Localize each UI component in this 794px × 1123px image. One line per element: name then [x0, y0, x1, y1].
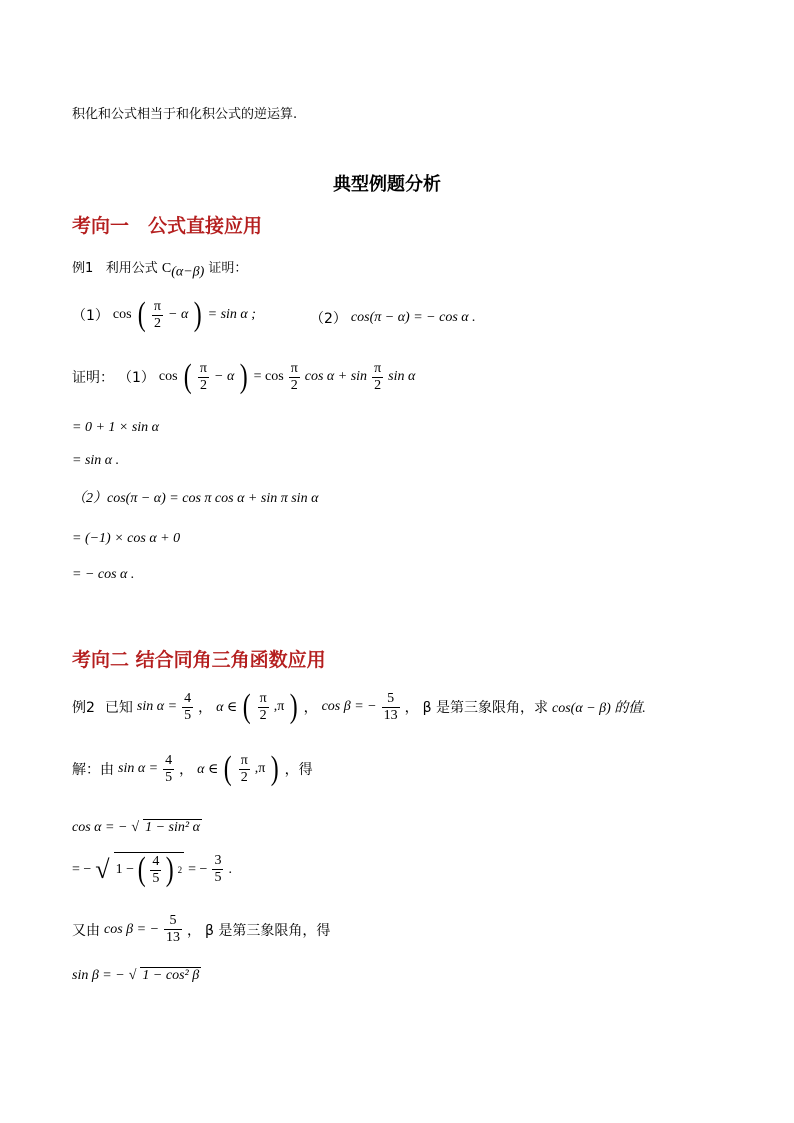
solution-line-2: cos α = − √ 1 − sin² α — [72, 819, 200, 835]
example-2-ask: cos(α − β) 的值. — [552, 701, 646, 716]
example-2-cosb: cos β = − — [321, 699, 377, 714]
formula-c-sub: (α−β) — [171, 264, 205, 280]
solution-line-4: 又由 cos β = − $\frac{5}{13}$ ， β 是第三象限角，得 — [72, 913, 331, 945]
example-1-label: 例1 — [72, 261, 94, 276]
proof-line-3: = sin α . — [72, 453, 120, 468]
example-2-known: 已知 — [104, 700, 133, 716]
radicand-1: 1 − sin² α — [145, 820, 200, 835]
example-1-stem-b: 证明： — [208, 261, 248, 276]
solution-again: 又由 — [72, 922, 100, 939]
proof-line-4: （2）cos(π − α) = cos π cos α + sin π sin α — [72, 491, 319, 506]
proof-label: 证明： — [72, 370, 114, 386]
fraction-4-5: $\frac{4}{5}$ — [184, 690, 192, 723]
part-2-formula: cos(π − α) = − cos α . — [350, 310, 476, 325]
intro-text: 积化和公式相当于和化积公式的逆运算. — [72, 107, 298, 122]
fraction-3-5: $\frac{3}{5}$ — [214, 853, 222, 885]
part-1-rhs: = sin α ; — [207, 307, 256, 322]
page-title: 典型例题分析 — [333, 174, 441, 195]
radicand-3: 1 − cos² β — [142, 968, 200, 983]
example-2-label: 例2 — [72, 700, 95, 716]
proof-rhs-c: sin α — [388, 369, 416, 384]
part-1-number: （1） — [72, 308, 109, 324]
solution-line-3: = − √ 1 − ( $\frac{4}{5}$ ) 2 = − $\frac{3}{5}$ . — [72, 851, 232, 888]
fraction-5-13: $\frac{5}{13}$ — [383, 690, 398, 723]
example-1-part-1: （1） cos ( $\frac{\pi}{2}$ − α ) = sin α ; — [72, 296, 256, 333]
proof-line-6: = − cos α . — [72, 567, 135, 582]
solution-beta-q: β 是第三象限角，得 — [205, 922, 331, 939]
alpha-in: α ∈ — [216, 699, 238, 715]
formula-c: C — [161, 261, 172, 276]
proof-line-1: 证明： （1） cos ( $\frac{\pi}{2}$ − α ) = cos $\frac{\pi}{2}$ cos α + sin $\frac{\pi}{2}$ sin α — [72, 358, 416, 395]
proof-rhs-a: = cos — [253, 369, 284, 384]
example-2-sina: sin α = — [136, 699, 178, 714]
section-heading-2: 考向二 结合同角三角函数应用 — [72, 649, 326, 671]
fraction-pi-over-2: $\frac{\pi}{2}$ — [153, 298, 161, 331]
example-2-beta-text: β 是第三象限角，求 — [422, 700, 549, 716]
solution-de: ，得 — [284, 762, 313, 778]
part-2-number: （2） — [310, 311, 347, 327]
proof-line-2: = 0 + 1 × sin α — [72, 420, 160, 435]
example-1-stem-a: 利用公式 — [105, 261, 158, 276]
section-heading-1: 考向一 公式直接应用 — [72, 215, 263, 237]
example-1-part-2 — [310, 308, 476, 328]
proof-part-1-number: （1） — [118, 370, 155, 386]
radicand-2: 1 − ( $\frac{4}{5}$ ) 2 — [115, 851, 183, 888]
example-1-stem — [72, 257, 247, 281]
solution-label: 解：由 — [72, 762, 114, 778]
proof-line-5: = (−1) × cos α + 0 — [72, 531, 181, 546]
solution-line-1: 解：由 sin α = $\frac{4}{5}$ ， α ∈ ( $\frac{\pi}{2}$ ,π ) ，得 — [72, 750, 313, 787]
example-2-stem: 例2 已知 sin α = $\frac{4}{5}$ ， α ∈ ( $\frac{\pi}{2}$ ,π ) ， cos β = − $\frac{5}{13}$ ， β 是第三象限角，求 cos(α − β) 的值. — [72, 688, 646, 725]
solution-line-5: sin β = − √ 1 − cos² β — [72, 967, 200, 983]
proof-rhs-b: cos α + sin — [304, 369, 368, 384]
